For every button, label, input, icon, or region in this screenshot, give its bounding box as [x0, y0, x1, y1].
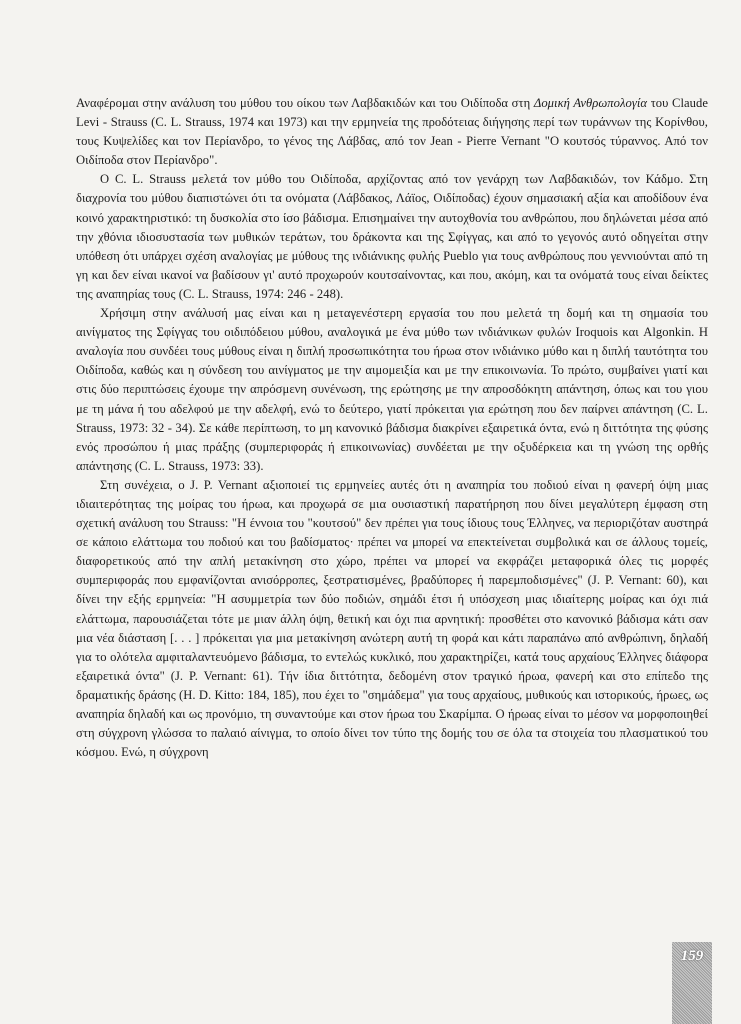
page-number: 159 — [672, 942, 712, 1024]
paragraph-1 — [76, 94, 708, 170]
book-title: Δομική Ανθρωπολογία — [533, 96, 648, 110]
paragraph-3: Χρήσιμη στην ανάλυσή μας είναι και η μεταγενέστερη εργασία του που μελετά τη δομή και τη σημασία του αινίγματος της Σφίγγας του οιδιπόδειου μύθου, αναλογικά με ένα μύθο των ινδιάνικων φυλών Iroquois και Algonkin. Η αναλογία που συνδέει τους μύθους είναι η διπλή προσωπικότητα του ήρωα στον ινδιάνικο μύθο και η διπλή ταυτότητα του Οιδίποδα, καθώς και η σύνδεση του αινίγματος με την αιμομειξία και με την επικοινωνία. Το πρώτο, συμβαίνει γιατί και στις δύο περιπτώσεις έχουμε την απρόσμενη συνένωση, της ερώτησης με την απροσδόκητη απάντηση, όπως και του γιου με τη μάνα ή του αδελφού με την αδελφή, ενώ το δεύτερο, γιατί πρόκειται για ερώτηση που δεν παίρνει απάντηση (C. L. Strauss, 1973: 32 - 34). Σε κάθε περίπτωση, το μη κανονικό βάδισμα διακρίνει εξαιρετικά όντα, ενώ η διττότητα της φύσης ενός προσώπου ή μιας πράξης (συμπεριφοράς ή επικοινωνίας) συνδέεται με την οξυδέρκεια και τη γνώση της ορθής απάντησης (C. L. Strauss, 1973: 33). — [76, 306, 708, 473]
paragraph-1-lead: Αναφέρομαι στην ανάλυση του μύθου του οίκου των Λαβδακιδών και του Οιδίποδα στη — [76, 96, 534, 110]
body-text — [76, 94, 708, 762]
paragraph-4: Στη συνέχεια, ο J. P. Vernant αξιοποιεί τις ερμηνείες αυτές ότι η αναπηρία του ποδιού είναι η φανερή όψη μιας ιδιαιτερότητας της μοίρας του ήρωα, και προχωρά σε μια ουσιαστική παρατήρηση που δίνει μεγαλύτερη έμφαση στη σχετική ανάλυση του Strauss: "Η έννοια του "κουτσού" δεν πρέπει για τους ίδιους τους Έλληνες, να περιοριζόταν αυστηρά σε κάποιο ελάττωμα του ποδιού και του βαδίσματος· πρέπει να μπορεί να επεκτείνεται συμβολικά και σε άλλους τομείς, διαφορετικούς από την απλή μετακίνηση στο χώρο, πρέπει να μπορεί να εκφράζει μεταφορικά όλες τις μορφές συμπεριφοράς που εμφανίζονται ανισόρροπες, ξεστρατισμένες, βραδύπορες ή παρεμποδισμένες" (J. P. Vernant: 60), και δίνει την εξής ερμηνεία: "Η ασυμμετρία των δύο ποδιών, σημάδι έτσι ή υπόσχεση μιας ιδιαίτερης μοίρας και όχι πιά ελάττωμα, παρουσιάζεται τότε με μιαν άλλη όψη, θετική και όχι πια αρνητική: προσθέτει στο κανονικό βάδισμα κάτι σαν μια νέα διάσταση [. . . ] πρόκειται για μια μετακίνηση ανώτερη αυτή τη φορά και κάτι παραπάνω από ανθρώπινη, δηλαδή για το ολότελα αμφιταλαντευόμενο βάδισμα, το εντελώς κυκλικό, που χαρακτηρίζει, κατά τους αρχαίους Έλληνες διάφορα εξαιρετικά όντα" (J. P. Vernant: 61). Τήν ίδια διττότητα, δεδομένη στον τραγικό ήρωα, φανερή και στο επίπεδο της δραματικής δράσης (H. D. Kitto: 184, 185), που έχει το "σημάδεμα" για τους αρχαίους, μυθικούς και ιστορικούς, ήρωες, ως αναπηρία δηλαδή και ως προνόμιο, τη συναντούμε και στον ήρωα του Σκαρίμπα. Ο ήρωας είναι το μέσον να μορφοποιηθεί στη σύγχρονη γλώσσα το παλαιό αίνιγμα, το οποίο δίνει τον τύπο της δομής του σε όλα τα στοιχεία του πλασματικού του κόσμου. Ενώ, η σύγχρονη — [76, 477, 708, 760]
paragraph-2: O C. L. Strauss μελετά τον μύθο του Οιδίποδα, αρχίζοντας από τον γενάρχη των Λαβδακιδών, τον Κάδμο. Στη διαχρονία του μύθου διαπιστώνει ότι τα ονόματα (Λάβδακος, Λάϊος, Οιδίποδας) έχουν σημασιακή αξία και αποδίδουν ένα κοινό χαρακτηριστικό: τη δυσκολία στο ίσο βάδισμα. Επισημαίνει την αυτοχθονία του ανθρώπου, που δηλώνεται μέσα από την χθόνια ιδιοσυστασία των μυθικών τεράτων, του δράκοντα και της Σφίγγας, και από το γεγονός αυτό οδηγείται στην υπόθεση ότι υπάρχει σχέση αναλογίας με μύθους της ινδιάνικης φυλής Pueblo για τους ανθρώπους που γεννιούνται από τη γη και δεν είναι ικανοί να βαδίσουν γι' αυτό προχωρούν κουτσαίνοντας, και που, ακόμη, και τα ονόματά τους είναι δείκτες της αναπηρίας τους (C. L. Strauss, 1974: 246 - 248). — [76, 172, 708, 301]
paragraph-1-rest: του Claude Levi - Strauss (C. L. Strauss, 1974 και 1973) και την ερμηνεία της προδότειας διήγησης περί των τυράννων της Κορίνθου, τους Κυψελίδες και τον Περίανδρο, το γένος της Λάβδας, από τον Jean - Pierre Vernant "O κουτσός τύραννος. Από τον Οιδίποδα στον Περίανδρο". — [76, 96, 708, 168]
